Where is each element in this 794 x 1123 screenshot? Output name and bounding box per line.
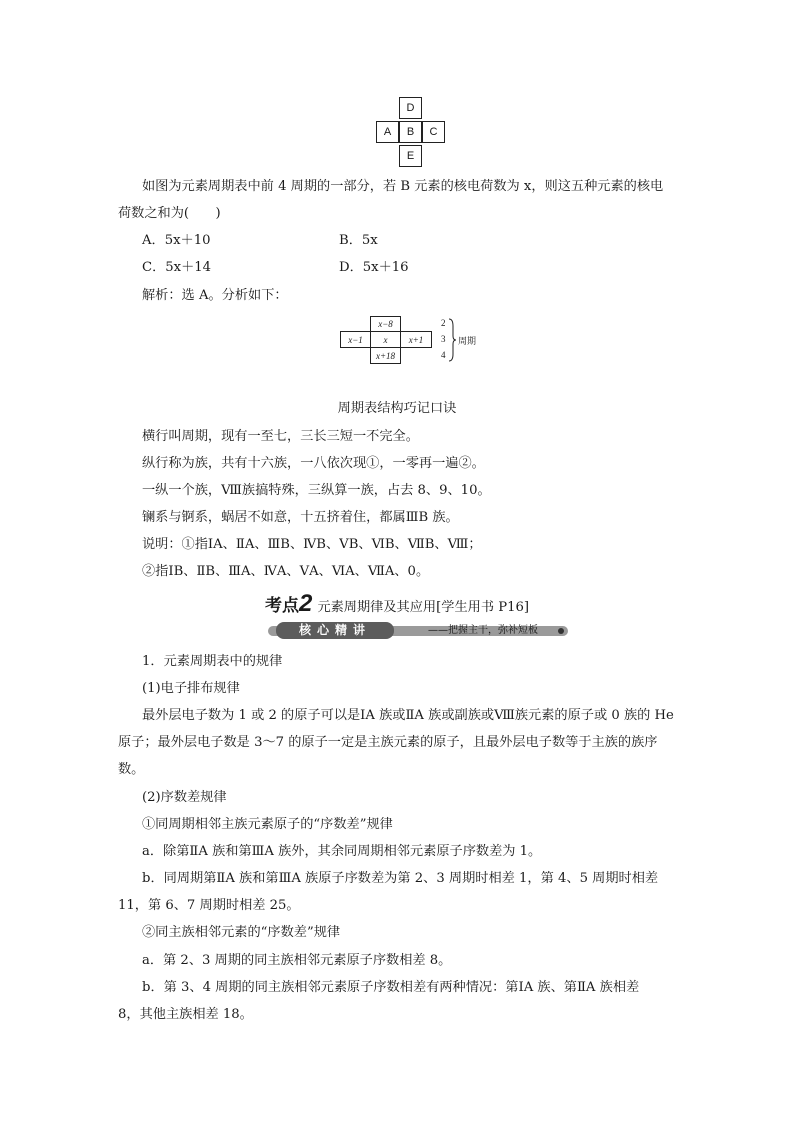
paragraph-line: a．除第ⅡA 族和第ⅢA 族外，其余同周期相邻元素原子序数差为 1。 <box>142 844 542 859</box>
atable-top: x−8 <box>370 316 401 332</box>
question-stem-line1: 如图为元素周期表中前 4 周期的一部分，若 B 元素的核电荷数为 x，则这五种元素的核电 <box>142 179 664 194</box>
paragraph-line: a．第 2、3 周期的同主族相邻元素原子序数相差 8。 <box>142 953 452 968</box>
period-number: 4 <box>441 350 446 360</box>
mnemonic-line: 说明：①指ⅠA、ⅡA、ⅢB、ⅣB、ⅤB、ⅥB、ⅦB、Ⅷ； <box>142 537 482 552</box>
mnemonic-title: 周期表结构巧记口诀 <box>337 401 457 416</box>
analysis-table <box>340 316 432 364</box>
period-label: 周期 <box>458 337 477 347</box>
mnemonic-line: 一纵一个族，Ⅷ族搞特殊，三纵算一族，占去 8、9、10。 <box>142 483 491 498</box>
cell-bottom: E <box>399 145 422 167</box>
mnemonic-line: 纵行称为族，共有十六族，一八依次现①，一零再一遍②。 <box>142 456 485 471</box>
paragraph-line: b．同周期第ⅡA 族和第ⅢA 族原子序数差为第 2、3 周期时相差 1，第 4、5 周期时相差 <box>142 871 659 886</box>
atable-left: x−1 <box>340 331 371 348</box>
section-title: 元素周期律及其应用[学生用书 P16] <box>317 600 530 615</box>
heading-1-1: (1)电子排布规律 <box>142 681 240 696</box>
banner-tagline: ——把握主干，弥补短板 <box>428 625 538 636</box>
banner-label: 核心精讲 <box>276 622 394 639</box>
brace-icon <box>448 318 456 362</box>
question-stem-line2: 荷数之和为( ) <box>118 206 221 221</box>
mnemonic-line: 横行叫周期，现有一至七，三长三短一不完全。 <box>142 429 419 444</box>
paragraph-line: 11，第 6、7 周期时相差 25。 <box>118 898 300 913</box>
option-c: C．5x＋14 <box>142 260 212 275</box>
option-a: A．5x＋10 <box>142 233 211 248</box>
section-heading <box>0 590 794 618</box>
cell-left: A <box>376 121 399 143</box>
subheading: ①同周期相邻主族元素原子的“序数差”规律 <box>142 817 393 832</box>
paragraph-line: 数。 <box>118 762 145 777</box>
paragraph-line: 8，其他主族相差 18。 <box>118 1007 253 1022</box>
paragraph-line: b．第 3、4 周期的同主族相邻元素原子序数相差有两种情况：第ⅠA 族、第ⅡA 族相差 <box>142 980 640 995</box>
core-banner <box>268 622 568 638</box>
section-number: 2 <box>298 590 313 617</box>
atable-bottom: x+18 <box>370 347 401 364</box>
paragraph-line: 最外层电子数为 1 或 2 的原子可以是ⅠA 族或ⅡA 族或副族或Ⅷ族元素的原子或 0 族的 He <box>142 708 674 723</box>
analysis-text: 解析：选 A。分析如下： <box>142 288 288 303</box>
option-b: B．5x <box>339 233 378 248</box>
option-d: D．5x＋16 <box>339 260 409 275</box>
mnemonic-line: 镧系与锕系，蜗居不如意，十五挤着住，都属ⅢB 族。 <box>142 510 459 525</box>
atable-center: x <box>370 331 401 348</box>
section-prefix: 考点 <box>264 596 299 615</box>
period-number: 3 <box>441 334 446 344</box>
cell-center: B <box>399 121 422 143</box>
subheading: ②同主族相邻元素的“序数差”规律 <box>142 925 341 940</box>
mnemonic-line: ②指ⅠB、ⅡB、ⅢA、ⅣA、ⅤA、ⅥA、ⅦA、0。 <box>142 564 430 579</box>
cell-top: D <box>399 97 422 119</box>
paragraph-line: 原子；最外层电子数是 3～7 的原子一定是主族元素的原子，且最外层电子数等于主族的族序 <box>118 735 658 750</box>
periodic-table-fragment-figure <box>373 97 448 169</box>
heading-1-2: (2)序数差规律 <box>142 790 227 805</box>
cell-right: C <box>422 121 445 143</box>
period-number: 2 <box>441 318 446 328</box>
bullet-icon <box>558 628 564 634</box>
heading-1: 1．元素周期表中的规律 <box>142 654 283 669</box>
atable-right: x+1 <box>400 331 432 348</box>
